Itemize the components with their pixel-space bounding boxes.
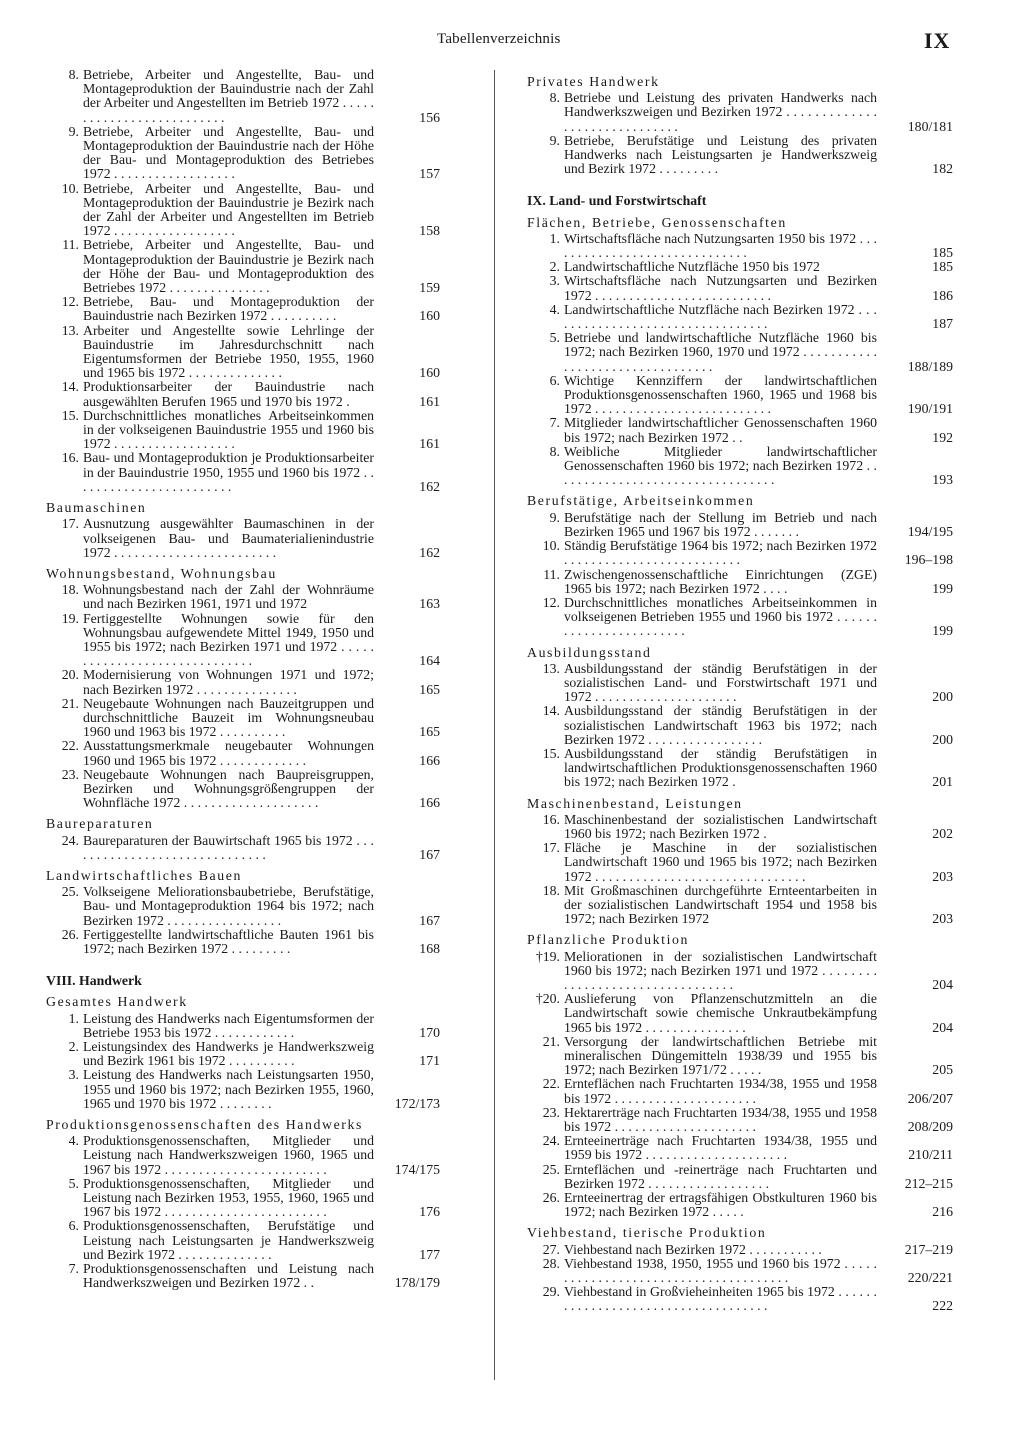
toc-entry-title: Betriebe, Arbeiter und Angestellte, Bau- und Montageproduktion der Bauindustrie nach der Höhe der Bau- und Montageproduktion des Betriebes 1972 . . . . . . . . . . . . . . . . . . <box>83 123 374 182</box>
toc-entry-page: 167 <box>419 912 440 928</box>
toc-entry-number: 6. <box>68 1218 79 1234</box>
toc-entry <box>527 704 953 747</box>
toc-entry-title: Viehbestand nach Bezirken 1972 . . . . . . . . . . . <box>564 1241 822 1257</box>
toc-entry <box>46 182 440 239</box>
toc-entry-page: 210/211 <box>908 1147 953 1163</box>
toc-entry-title: Viehbestand 1938, 1950, 1955 und 1960 bis 1972 . . . . . . . . . . . . . . . . . . . . . . . . . . . . . . . . . . . . . . <box>564 1255 877 1286</box>
toc-entry-title: Neugebaute Wohnungen nach Bauzeitgruppen und durchschnittliche Bauzeit im Wohnungsneubau 1960 und 1963 bis 1972 . . . . . . . . . . <box>83 695 374 740</box>
toc-entry-title: Berufstätige nach der Stellung im Betrieb und nach Bezirken 1965 und 1967 bis 1972 . . . . . . . <box>564 509 877 539</box>
toc-entry-title: Durchschnittliches monatliches Arbeitseinkommen in der volkseigenen Bauindustrie 1955 und 1960 bis 1972 . . . . . . . . . . . . . . . . . . <box>83 407 374 452</box>
toc-entry <box>46 380 440 408</box>
toc-entry-page: 161 <box>419 436 440 452</box>
toc-entry-page: 190/191 <box>907 401 953 417</box>
toc-entry-number: 8. <box>68 67 79 82</box>
toc-entry <box>527 416 953 444</box>
toc-entry-page: 185 <box>932 245 953 261</box>
toc-entry-title: Arbeiter und Angestellte sowie Lehrlinge der Bauindustrie im Jahresdurchschnitt nach Eigentumsformen der Betriebe 1950, 1955, 1960 und 1965 bis 1972 . . . . . . . . . . . . . . <box>83 322 374 381</box>
toc-entry-number: 15. <box>61 407 79 423</box>
toc-entry <box>527 662 953 705</box>
toc-entry-title: Hektarerträge nach Fruchtarten 1934/38, 1955 und 1958 bis 1972 . . . . . . . . . . . . . . . . . . . . . <box>564 1104 877 1135</box>
toc-entry-title: Fläche je Maschine in der sozialistischen Landwirtschaft 1960 und 1965 bis 1972; nach Bezirken 1972 . . . . . . . . . . . . . . . . . . . . . . . . . . . . . . . <box>564 840 877 884</box>
toc-entry-page: 187 <box>932 316 953 332</box>
toc-entry-page: 216 <box>932 1204 953 1220</box>
toc-entry-title: Fertiggestellte Wohnungen sowie für den Wohnungsbau aufgewendete Mittel 1949, 1950 und 1955 bis 1972; nach Bezirken 1971 und 1972 . . . . . . . . . . . . . . . . . . . . . . . . . . . . . . <box>83 610 374 669</box>
toc-entry-title: Landwirtschaftliche Nutzfläche nach Bezirken 1972 . . . . . . . . . . . . . . . . . . . . . . . . . . . . . . . . . <box>564 301 877 332</box>
toc-entry-number: 3. <box>68 1067 79 1083</box>
toc-entry-title: Maschinenbestand der sozialistischen Landwirtschaft 1960 bis 1972; nach Bezirken 1972 . <box>564 811 877 841</box>
running-header-title: Tabellenverzeichnis <box>437 31 561 47</box>
toc-entry <box>527 1285 953 1313</box>
toc-entry-page: 157 <box>419 166 440 182</box>
toc-entry <box>527 232 953 260</box>
toc-entry-number: 26. <box>61 926 79 942</box>
toc-entry-page: 196–198 <box>904 552 953 568</box>
toc-entry-title: Betriebe, Arbeiter und Angestellte, Bau- und Montageproduktion der Bauindustrie je Bezirk nach der Zahl der Arbeiter und Angestellten im Betrieb 1972 . . . . . . . . . . . . . . . . . . <box>83 180 374 239</box>
toc-entry <box>527 1191 953 1219</box>
section-heading: IX. Land- und Forstwirtschaft <box>527 193 707 209</box>
toc-entry-title: Landwirtschaftliche Nutzfläche 1950 bis 1972 <box>564 259 820 275</box>
toc-entry-page: 162 <box>419 478 440 494</box>
toc-entry-title: Betriebe, Bau- und Montageproduktion der Bauindustrie nach Bezirken 1972 . . . . . . . . . . <box>83 294 374 324</box>
toc-entry-page: 193 <box>932 472 953 488</box>
toc-entry-number: 22. <box>542 1076 560 1092</box>
toc-entry-number: 9. <box>68 123 79 139</box>
toc-entry <box>46 768 440 811</box>
toc-entry-number: 11. <box>543 566 560 582</box>
toc-entry-number: 13. <box>542 660 560 676</box>
toc-entry-number: 22. <box>61 738 79 754</box>
toc-entry <box>46 68 440 125</box>
toc-entry-number: 23. <box>542 1104 560 1120</box>
toc-entry-page: 204 <box>932 976 953 992</box>
toc-entry <box>527 1134 953 1162</box>
toc-entry-number: 23. <box>61 766 79 782</box>
toc-entry-number: 9. <box>549 132 560 148</box>
toc-entry <box>527 1035 953 1078</box>
toc-entry-page: 206/207 <box>907 1090 953 1106</box>
toc-entry-title: Mit Großmaschinen durchgeführte Ernteentarbeiten in der sozialistischen Landwirtschaft 1954 und 1958 bis 1972; nach Bezirken 1972 <box>564 882 877 927</box>
toc-entry <box>46 295 440 323</box>
toc-entry-page: 201 <box>932 774 953 790</box>
toc-entry-number: 4. <box>549 301 560 317</box>
subsection-heading: Viehbestand, tierische Produktion <box>527 1225 767 1241</box>
toc-entry-number: †20. <box>535 991 560 1007</box>
toc-entry-number: 2. <box>68 1039 79 1054</box>
toc-entry-number: 17. <box>542 840 560 856</box>
toc-entry <box>527 511 953 539</box>
toc-entry-page: 182 <box>932 161 953 177</box>
toc-entry-page: 161 <box>419 393 440 409</box>
toc-entry-page: 163 <box>419 596 440 612</box>
toc-entry-title: Weibliche Mitglieder landwirtschaftlicher Genossenschaften 1960 bis 1972; nach Bezirken 1972 . . . . . . . . . . . . . . . . . . . . . . . . . . . . . . . . . <box>564 443 877 488</box>
toc-entry-title: Modernisierung von Wohnungen 1971 und 1972; nach Bezirken 1972 . . . . . . . . . . . . . . . <box>83 667 374 697</box>
toc-entry <box>46 739 440 767</box>
toc-entry-page: 170 <box>419 1024 440 1040</box>
toc-entry-title: Leistung des Handwerks nach Leistungsarten 1950, 1955 und 1960 bis 1972; nach Bezirken 1955, 1960, 1965 und 1970 bis 1972 . . . . . . . . <box>83 1067 374 1111</box>
toc-entry-number: 15. <box>542 745 560 761</box>
section-heading: VIII. Handwerk <box>46 973 142 989</box>
toc-entry-number: 14. <box>61 379 79 395</box>
toc-entry <box>46 583 440 611</box>
toc-entry <box>527 445 953 488</box>
toc-entry-number: 10. <box>61 180 79 196</box>
toc-entry-number: 1. <box>68 1010 79 1026</box>
page-number: IX <box>924 28 951 53</box>
toc-entry <box>527 1077 953 1105</box>
toc-entry-page: 172/173 <box>394 1095 440 1111</box>
toc-entry <box>527 91 953 134</box>
toc-entry <box>46 1219 440 1262</box>
toc-entry <box>527 841 953 884</box>
toc-entry <box>527 303 953 331</box>
toc-entry <box>46 697 440 740</box>
toc-entry-page: 199 <box>932 623 953 639</box>
toc-entry-title: Ernteeinertrag der ertragsfähigen Obstkulturen 1960 bis 1972; nach Bezirken 1972 . . . . . <box>564 1190 877 1220</box>
toc-entry-page: 188/189 <box>907 358 953 374</box>
toc-entry <box>527 1243 953 1257</box>
toc-entry-page: 164 <box>419 653 440 669</box>
toc-entry <box>527 274 953 302</box>
toc-entry-title: Betriebe und landwirtschaftliche Nutzfläche 1960 bis 1972; nach Bezirken 1960, 1970 und 1972 . . . . . . . . . . . . . . . . . . . . . . . . . . . . . . . . . <box>564 330 877 374</box>
subsection-heading: Landwirtschaftliches Bauen <box>46 867 242 883</box>
toc-entry-title: Produktionsgenossenschaften, Mitglieder und Leistung nach Bezirken 1953, 1955, 1960, 1965 und 1967 bis 1972 . . . . . . . . . . . . . . . . . . . . . . . . <box>83 1175 374 1220</box>
toc-entry-number: 21. <box>542 1033 560 1049</box>
toc-entry-number: 20. <box>61 667 79 683</box>
toc-entry-page: 203 <box>932 911 953 927</box>
toc-entry-title: Ausnutzung ausgewählter Baumaschinen in der volkseigenen Bau- und Baumaterialienindustrie 1972 . . . . . . . . . . . . . . . . . . . . . . . . <box>83 516 374 560</box>
toc-entry-title: Volkseigene Meliorationsbaubetriebe, Berufstätige, Bau- und Montageproduktion 1964 bis 1972; nach Bezirken 1972 . . . . . . . . . . . . . . . . . <box>83 884 374 928</box>
subsection-heading: Flächen, Betriebe, Genossenschaften <box>527 214 787 230</box>
toc-entry-title: Ernteeinerträge nach Fruchtarten 1934/38, 1955 und 1959 bis 1972 . . . . . . . . . . . . . . . . . . . . . <box>564 1133 877 1163</box>
toc-entry-number: 21. <box>61 695 79 711</box>
toc-entry-page: 167 <box>419 846 440 862</box>
toc-entry-number: 25. <box>61 884 79 900</box>
toc-entry-number: 4. <box>68 1133 79 1149</box>
toc-entry-number: 10. <box>542 538 560 554</box>
toc-entry <box>46 885 440 928</box>
toc-entry-page: 202 <box>932 825 953 841</box>
toc-entry-title: Wirtschaftsfläche nach Nutzungsarten 1950 bis 1972 . . . . . . . . . . . . . . . . . . . . . . . . . . . . . . <box>564 230 877 261</box>
toc-entry-title: Betriebe, Arbeiter und Angestellte, Bau- und Montageproduktion der Bauindustrie nach der Zahl der Arbeiter und Angestellten im Betrieb 1972 . . . . . . . . . . . . . . . . . . . . . . . . . . <box>83 67 374 125</box>
toc-entry-title: Leistungsindex des Handwerks je Handwerkszweig und Bezirk 1961 bis 1972 . . . . . . . . . . <box>83 1039 374 1069</box>
toc-entry <box>46 1040 440 1068</box>
toc-entry-page: 200 <box>932 689 953 705</box>
toc-entry-page: 200 <box>932 731 953 747</box>
toc-entry-number: 16. <box>542 811 560 827</box>
toc-entry-number: 11. <box>62 237 79 253</box>
toc-entry <box>527 1163 953 1191</box>
toc-entry-number: 5. <box>549 330 560 346</box>
toc-entry <box>46 668 440 696</box>
toc-entry-title: Produktionsarbeiter der Bauindustrie nach ausgewählten Berufen 1965 und 1970 bis 1972 . <box>83 379 374 409</box>
toc-entry-title: Ausbildungsstand der ständig Berufstätigen in der sozialistischen Land- und Forstwirtschaft 1971 und 1972 . . . . . . . . . . . . . . . . . . . . . <box>564 660 877 705</box>
toc-entry-number: 24. <box>61 832 79 848</box>
toc-entry-page: 217–219 <box>904 1241 953 1257</box>
toc-entry <box>527 331 953 374</box>
toc-entry-title: Ausbildungsstand der ständig Berufstätigen in landwirtschaftlichen Produktionsgenossenschaften 1960 bis 1972; nach Bezirken 1972 . <box>564 745 877 790</box>
toc-entry-page: 176 <box>419 1204 440 1220</box>
toc-entry-page: 212–215 <box>904 1175 953 1191</box>
toc-entry-number: 17. <box>61 516 79 532</box>
toc-entry-number: 3. <box>549 273 560 289</box>
toc-entry <box>46 409 440 452</box>
toc-entry-number: 12. <box>542 594 560 610</box>
toc-entry <box>527 813 953 841</box>
right-column <box>527 68 953 1314</box>
toc-entry-page: 166 <box>419 752 440 768</box>
toc-entry <box>527 950 953 993</box>
toc-entry <box>527 260 953 274</box>
toc-entry-page: 160 <box>419 308 440 324</box>
toc-entry <box>527 596 953 639</box>
subsection-heading: Ausbildungsstand <box>527 644 652 660</box>
toc-entry-page: 165 <box>419 681 440 697</box>
toc-entry-page: 168 <box>419 940 440 956</box>
toc-entry-title: Viehbestand in Großvieheinheiten 1965 bis 1972 . . . . . . . . . . . . . . . . . . . . . . . . . . . . . . . . . . . . <box>564 1284 877 1314</box>
toc-entry-number: 9. <box>549 509 560 525</box>
subsection-heading: Gesamtes Handwerk <box>46 994 188 1010</box>
toc-entry-page: 177 <box>419 1246 440 1262</box>
toc-entry <box>46 928 440 956</box>
toc-entry-title: Mitglieder landwirtschaftlicher Genossenschaften 1960 bis 1972; nach Bezirken 1972 . . <box>564 415 877 445</box>
subsection-heading: Maschinenbestand, Leistungen <box>527 795 743 811</box>
toc-entry-number: 27. <box>542 1241 560 1257</box>
subsection-heading: Baureparaturen <box>46 816 154 832</box>
toc-entry-title: Betriebe und Leistung des privaten Handwerks nach Handwerkszweigen und Bezirken 1972 . . . . . . . . . . . . . . . . . . . . . . . . . . . . . . <box>564 90 877 134</box>
subsection-heading: Baumaschinen <box>46 500 147 516</box>
toc-entry-number: 26. <box>542 1190 560 1206</box>
toc-entry-title: Ständig Berufstätige 1964 bis 1972; nach Bezirken 1972 . . . . . . . . . . . . . . . . . . . . . . . . . . <box>564 538 877 568</box>
toc-entry <box>527 568 953 596</box>
toc-entry-number: 8. <box>549 90 560 106</box>
toc-entry-number: 12. <box>61 294 79 310</box>
toc-entry <box>46 1177 440 1220</box>
toc-entry-number: 24. <box>542 1133 560 1149</box>
left-column <box>46 68 440 1290</box>
toc-entry-number: 18. <box>61 582 79 598</box>
toc-entry-page: 162 <box>419 544 440 560</box>
column-divider <box>494 70 495 1380</box>
toc-entry <box>46 834 440 862</box>
toc-entry-number: 13. <box>61 322 79 338</box>
toc-entry-page: 220/221 <box>907 1270 953 1286</box>
toc-entry <box>46 1068 440 1111</box>
toc-entry-title: Betriebe, Arbeiter und Angestellte, Bau- und Montageproduktion der Bauindustrie je Bezirk nach der Höhe der Bau- und Montageproduktion des Betriebes 1972 . . . . . . . . . . . . . . . <box>83 237 374 296</box>
toc-entry <box>46 1262 440 1290</box>
toc-entry-number: 8. <box>549 443 560 459</box>
toc-entry-number: 14. <box>542 703 560 719</box>
toc-entry <box>46 517 440 560</box>
toc-entry-title: Meliorationen in der sozialistischen Landwirtschaft 1960 bis 1972; nach Bezirken 1971 und 1972 . . . . . . . . . . . . . . . . . . . . . . . . . . . . . . . . . <box>564 948 877 992</box>
toc-entry <box>46 1134 440 1177</box>
toc-entry <box>46 1012 440 1040</box>
toc-entry-number: 19. <box>61 610 79 626</box>
subsection-heading: Pflanzliche Produktion <box>527 932 690 948</box>
toc-entry <box>527 1257 953 1285</box>
toc-entry-page: 174/175 <box>394 1161 440 1177</box>
toc-entry <box>527 134 953 177</box>
toc-entry-title: Produktionsgenossenschaften und Leistung nach Handwerkszweigen und Bezirken 1972 . . <box>83 1261 374 1291</box>
toc-entry <box>46 612 440 669</box>
toc-entry-page: 204 <box>932 1019 953 1035</box>
toc-entry-page: 199 <box>932 580 953 596</box>
toc-entry-page: 165 <box>419 724 440 740</box>
toc-entry-title: Neugebaute Wohnungen nach Baupreisgruppen, Bezirken und Wohnungsgrößengruppen der Wohnfläche 1972 . . . . . . . . . . . . . . . . . . . . <box>83 766 374 811</box>
toc-entry <box>46 238 440 295</box>
toc-entry-title: Zwischengenossenschaftliche Einrichtungen (ZGE) 1965 bis 1972; nach Bezirken 1972 . . . . <box>564 566 877 596</box>
toc-entry <box>527 539 953 567</box>
toc-entry-title: Produktionsgenossenschaften, Mitglieder und Leistung nach Handwerkszweigen 1960, 1965 und 1967 bis 1972 . . . . . . . . . . . . . . . . . . . . . . . . <box>83 1133 374 1177</box>
toc-entry-title: Betriebe, Berufstätige und Leistung des privaten Handwerks nach Leistungsarten je Handwerkszweig und Bezirk 1972 . . . . . . . . . <box>564 132 877 177</box>
toc-entry-page: 166 <box>419 795 440 811</box>
toc-entry-number: 7. <box>68 1261 79 1277</box>
toc-entry-title: Ausstattungsmerkmale neugebauter Wohnungen 1960 und 1965 bis 1972 . . . . . . . . . . . . . <box>83 738 374 768</box>
subsection-heading: Produktionsgenossenschaften des Handwerks <box>46 1117 363 1133</box>
toc-entry-title: Auslieferung von Pflanzenschutzmitteln an die Landwirtschaft sowie chemische Unkrautbekämpfung 1965 bis 1972 . . . . . . . . . . . . . . . <box>564 991 877 1035</box>
toc-entry-page: 185 <box>932 259 953 275</box>
toc-entry-title: Bau- und Montageproduktion je Produktionsarbeiter in der Bauindustrie 1950, 1955 und 1960 bis 1972 . . . . . . . . . . . . . . . . . . . . . . . . <box>83 450 374 494</box>
toc-entry-title: Leistung des Handwerks nach Eigentumsformen der Betriebe 1953 bis 1972 . . . . . . . . . . . . <box>83 1010 374 1040</box>
toc-entry-title: Versorgung der landwirtschaftlichen Betriebe mit mineralischen Düngemitteln 1938/39 und 1955 bis 1972; nach Bezirken 1971/72 . . . . . <box>564 1033 877 1078</box>
toc-entry-title: Ausbildungsstand der ständig Berufstätigen in der sozialistischen Landwirtschaft 1963 bis 1972; nach Bezirken 1972 . . . . . . . . . . . . . . . . . <box>564 703 877 747</box>
toc-entry <box>527 747 953 790</box>
toc-entry <box>46 451 440 494</box>
toc-entry-number: 28. <box>542 1255 560 1271</box>
toc-entry-page: 156 <box>419 109 440 125</box>
subsection-heading: Privates Handwerk <box>527 74 660 89</box>
toc-entry <box>527 992 953 1035</box>
toc-entry-number: †19. <box>535 948 560 964</box>
toc-entry-number: 2. <box>549 259 560 275</box>
toc-entry <box>46 125 440 182</box>
subsection-heading: Berufstätige, Arbeitseinkommen <box>527 493 755 509</box>
toc-entry-title: Wirtschaftsfläche nach Nutzungsarten und Bezirken 1972 . . . . . . . . . . . . . . . . . . . . . . . . . . <box>564 273 877 303</box>
toc-entry-number: 18. <box>542 882 560 898</box>
toc-entry-title: Ernteflächen und -reinerträge nach Fruchtarten und Bezirken 1972 . . . . . . . . . . . . . . . . . . <box>564 1161 877 1191</box>
subsection-heading: Wohnungsbestand, Wohnungsbau <box>46 565 277 581</box>
toc-entry-title: Wichtige Kennziffern der landwirtschaftlichen Produktionsgenossenschaften 1960, 1965 und 1968 bis 1972 . . . . . . . . . . . . . . . . . . . . . . . . . . <box>564 372 877 417</box>
toc-entry-page: 205 <box>932 1062 953 1078</box>
toc-entry-number: 7. <box>549 415 560 431</box>
toc-entry <box>527 1106 953 1134</box>
toc-entry-page: 160 <box>419 365 440 381</box>
toc-entry-title: Produktionsgenossenschaften, Berufstätige und Leistung nach Leistungsarten je Handwerkszweig und Bezirk 1972 . . . . . . . . . . . . . . <box>83 1218 374 1262</box>
toc-entry-page: 158 <box>419 223 440 239</box>
toc-entry-title: Durchschnittliches monatliches Arbeitseinkommen in volkseigenen Betrieben 1955 und 1960 bis 1972 . . . . . . . . . . . . . . . . . . . . . . . . <box>564 594 877 639</box>
toc-entry-title: Baureparaturen der Bauwirtschaft 1965 bis 1972 . . . . . . . . . . . . . . . . . . . . . . . . . . . . . . <box>83 832 374 862</box>
toc-entry <box>527 374 953 417</box>
toc-entry-page: 203 <box>932 868 953 884</box>
toc-entry-number: 25. <box>542 1161 560 1177</box>
toc-entry-page: 208/209 <box>907 1119 953 1135</box>
toc-entry-page: 194/195 <box>907 523 953 539</box>
toc-entry-page: 159 <box>419 280 440 296</box>
toc-entry-number: 6. <box>549 372 560 388</box>
toc-entry-number: 29. <box>542 1284 560 1300</box>
toc-entry-page: 222 <box>932 1298 953 1314</box>
toc-entry-title: Wohnungsbestand nach der Zahl der Wohnräume und nach Bezirken 1961, 1971 und 1972 <box>83 582 374 612</box>
toc-entry-page: 171 <box>419 1053 440 1069</box>
toc-entry-title: Ernteflächen nach Fruchtarten 1934/38, 1955 und 1958 bis 1972 . . . . . . . . . . . . . . . . . . . . . <box>564 1076 877 1106</box>
toc-entry-page: 178/179 <box>394 1275 440 1291</box>
toc-entry-page: 186 <box>932 287 953 303</box>
toc-entry-number: 1. <box>549 230 560 246</box>
toc-entry-number: 5. <box>68 1175 79 1191</box>
toc-entry <box>46 324 440 381</box>
toc-entry-number: 16. <box>61 450 79 466</box>
toc-entry-page: 180/181 <box>907 118 953 134</box>
toc-entry-title: Fertiggestellte landwirtschaftliche Bauten 1961 bis 1972; nach Bezirken 1972 . . . . . . . . . <box>83 926 374 956</box>
toc-entry-page: 192 <box>932 429 953 445</box>
toc-entry <box>527 884 953 927</box>
